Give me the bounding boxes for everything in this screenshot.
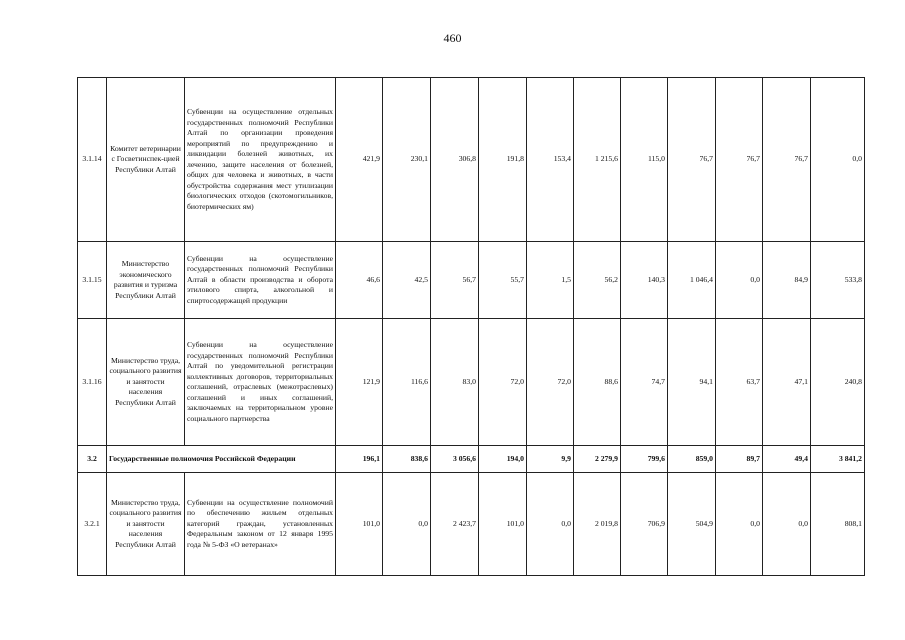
amount-cell: 0,0 <box>716 473 763 576</box>
amount-cell: 1 215,6 <box>574 78 621 242</box>
amount-cell: 0,0 <box>716 242 763 319</box>
row-code: 3.1.15 <box>78 242 107 319</box>
amount-cell: 56,7 <box>431 242 479 319</box>
amount-cell: 55,7 <box>479 242 527 319</box>
amount-cell: 47,1 <box>763 319 811 446</box>
responsible-organization: Министерство труда, социального развития и занятости населения Республики Алтай <box>107 319 185 446</box>
amount-cell: 153,4 <box>527 78 574 242</box>
amount-cell: 88,6 <box>574 319 621 446</box>
amount-cell: 63,7 <box>716 319 763 446</box>
amount-cell: 94,1 <box>668 319 716 446</box>
amount-cell: 140,3 <box>621 242 668 319</box>
subvention-description: Субвенции на осуществление государственных полномочий Республики Алтай в области производства и оборота этилового спирта, алкогольной и спиртосодержащей продукции <box>185 242 336 319</box>
amount-cell: 0,0 <box>811 78 865 242</box>
amount-cell: 240,8 <box>811 319 865 446</box>
row-code: 3.2.1 <box>78 473 107 576</box>
amount-cell: 121,9 <box>336 319 383 446</box>
amount-cell: 191,8 <box>479 78 527 242</box>
amount-cell: 2 423,7 <box>431 473 479 576</box>
amount-cell: 799,6 <box>621 446 668 473</box>
amount-cell: 76,7 <box>716 78 763 242</box>
amount-cell: 89,7 <box>716 446 763 473</box>
amount-cell: 83,0 <box>431 319 479 446</box>
amount-cell: 76,7 <box>668 78 716 242</box>
amount-cell: 421,9 <box>336 78 383 242</box>
subvention-description: Субвенции на осуществление государственных полномочий Республики Алтай по уведомительной регистрации коллективных договоров, территориальных соглашений, отраслевых (межотраслевых) соглашений и иных соглашений, заключаемых на территориальном уровне социального партнерства <box>185 319 336 446</box>
responsible-organization: Министерство экономического развития и туризма Республики Алтай <box>107 242 185 319</box>
responsible-organization: Министерство труда, социального развития и занятости населения Республики Алтай <box>107 473 185 576</box>
amount-cell: 76,7 <box>763 78 811 242</box>
amount-cell: 808,1 <box>811 473 865 576</box>
amount-cell: 115,0 <box>621 78 668 242</box>
amount-cell: 1 046,4 <box>668 242 716 319</box>
responsible-organization: Комитет ветеринарии с Госветинспек-цией Республики Алтай <box>107 78 185 242</box>
amount-cell: 116,6 <box>383 319 431 446</box>
section-row <box>78 446 865 473</box>
table-body <box>78 78 865 576</box>
row-code: 3.2 <box>78 446 107 473</box>
amount-cell: 533,8 <box>811 242 865 319</box>
row-code: 3.1.14 <box>78 78 107 242</box>
amount-cell: 2 279,9 <box>574 446 621 473</box>
amount-cell: 74,7 <box>621 319 668 446</box>
amount-cell: 3 841,2 <box>811 446 865 473</box>
page-number: 460 <box>443 31 462 45</box>
amount-cell: 3 056,6 <box>431 446 479 473</box>
subvention-description: Субвенции на осуществление полномочий по обеспечению жильем отдельных категорий граждан, установленных Федеральным законом от 12 января 1995 года № 5-ФЗ «О ветеранах» <box>185 473 336 576</box>
amount-cell: 0,0 <box>527 473 574 576</box>
amount-cell: 0,0 <box>763 473 811 576</box>
amount-cell: 101,0 <box>479 473 527 576</box>
amount-cell: 72,0 <box>527 319 574 446</box>
budget-table <box>77 77 865 576</box>
amount-cell: 49,4 <box>763 446 811 473</box>
amount-cell: 838,6 <box>383 446 431 473</box>
table-row <box>78 319 865 446</box>
row-code: 3.1.16 <box>78 319 107 446</box>
amount-cell: 504,9 <box>668 473 716 576</box>
amount-cell: 194,0 <box>479 446 527 473</box>
amount-cell: 230,1 <box>383 78 431 242</box>
amount-cell: 1,5 <box>527 242 574 319</box>
amount-cell: 101,0 <box>336 473 383 576</box>
table-row <box>78 242 865 319</box>
table-row <box>78 473 865 576</box>
amount-cell: 859,0 <box>668 446 716 473</box>
amount-cell: 84,9 <box>763 242 811 319</box>
amount-cell: 9,9 <box>527 446 574 473</box>
amount-cell: 306,8 <box>431 78 479 242</box>
amount-cell: 0,0 <box>383 473 431 576</box>
table-row <box>78 78 865 242</box>
amount-cell: 46,6 <box>336 242 383 319</box>
subvention-description: Субвенции на осуществление отдельных государственных полномочий Республики Алтай по организации проведения мероприятий по предупреждению и ликвидации болезней животных, их лечению, защите населения от болезней, общих для человека и животных, в части обустройства содержания мест утилизации биологических отходов (скотомогильников, биотермических ям) <box>185 78 336 242</box>
amount-cell: 706,9 <box>621 473 668 576</box>
amount-cell: 72,0 <box>479 319 527 446</box>
amount-cell: 42,5 <box>383 242 431 319</box>
amount-cell: 56,2 <box>574 242 621 319</box>
amount-cell: 196,1 <box>336 446 383 473</box>
amount-cell: 2 019,8 <box>574 473 621 576</box>
section-title: Государственные полномочия Российской Федерации <box>107 446 336 473</box>
